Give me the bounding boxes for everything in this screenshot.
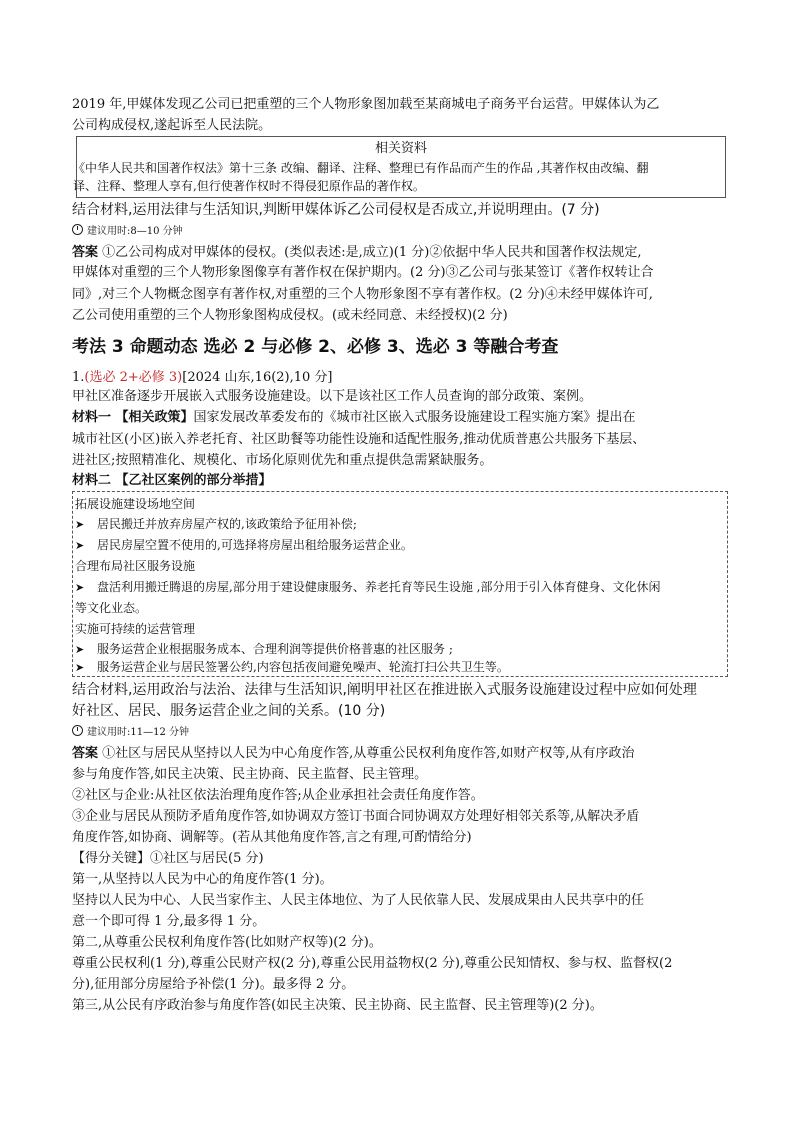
time-text: 建议用时:8—10 分钟: [87, 226, 183, 237]
key-line: 尊重公民权利(1 分),尊重公民财产权(2 分),尊重公民用益物权(2 分),尊重公民知情权、参与权、监督权(2: [72, 956, 673, 971]
reference-line: 译、注释、整理人享有,但行使著作权时不得侵犯原作品的著作权。: [73, 179, 425, 193]
case-bullet-text: 盘活利用搬迁腾退的房屋,部分用于建设健康服务、养老托育等民生设施 ,部分用于引入体育健身、文化休闲: [97, 580, 661, 594]
answer-line: 甲媒体对重塑的三个人物形象图像享有著作权在保护期内。(2 分)③乙公司与张某签订《著作权转让合: [72, 265, 654, 280]
intro-line: 2019 年,甲媒体发现乙公司已把重塑的三个人物形象图加载至某商城电子商务平台运营。甲媒体认为乙: [72, 97, 660, 112]
case-box: [72, 491, 728, 677]
arrow-bullet-icon: ➤: [75, 539, 85, 552]
answer-line: [72, 244, 641, 262]
question-header: [72, 369, 333, 387]
clock-icon: [72, 725, 83, 736]
key-text: ①社区与居民(5 分): [150, 851, 264, 866]
material-label: 材料一 【相关政策】: [72, 410, 194, 425]
clock-icon: [72, 224, 83, 235]
reference-title: 相关资料: [374, 141, 427, 156]
material-line: [72, 409, 636, 427]
case-heading: 合理布局社区服务设施: [75, 559, 196, 573]
answer-text: ①社区与居民从坚持以人民为中心角度作答,从尊重公民权利角度作答,如财产权等,从有序政治: [98, 746, 635, 761]
case-bullet-text: 居民房屋空置不使用的,可选择将房屋出租给服务运营企业。: [97, 538, 413, 552]
question-text: 结合材料,运用法律与生活知识,判断甲媒体诉乙公司侵权是否成立,并说明理由。(7 分): [72, 202, 600, 218]
question-text: 好社区、居民、服务运营企业之间的关系。(10 分): [72, 703, 386, 719]
question-number: 1.: [72, 370, 85, 385]
question-intro: 甲社区准备逐步开展嵌入式服务设施建设。以下是该社区工作人员查询的部分政策、案例。: [72, 389, 593, 404]
time-text: 建议用时:11—12 分钟: [87, 727, 189, 738]
case-bullet: [75, 658, 509, 677]
case-bullet-text: 服务运营企业与居民签署公约,内容包括夜间避免噪声、轮流打扫公共卫生等。: [97, 660, 509, 674]
reference-line: 《中华人民共和国著作权法》第十三条 改编、翻译、注释、整理已有作品而产生的作品 ,其著作权由改编、翻: [73, 161, 649, 175]
answer-line: ③企业与居民从预防矛盾角度作答,如协调双方签订书面合同协调双方处理好相邻关系等,从解决矛盾: [72, 809, 640, 824]
answer-line: [72, 745, 635, 763]
case-heading: 实施可持续的运营管理: [75, 622, 196, 636]
section-heading: 考法 3 命题动态 选必 2 与必修 2、必修 3、选必 3 等融合考查: [72, 337, 559, 357]
case-bullet-text: 居民搬迁并放弃房屋产权的,该政策给予征用补偿;: [97, 517, 357, 531]
arrow-bullet-icon: ➤: [75, 643, 85, 656]
key-line: 第三,从公民有序政治参与角度作答(如民主决策、民主协商、民主监督、民主管理等)(2 分)。: [72, 998, 603, 1013]
intro-line: 公司构成侵权,遂起诉至人民法院。: [72, 118, 272, 133]
answer-line: 乙公司使用重塑的三个人物形象图构成侵权。(或未经同意、未经授权)(2 分): [72, 308, 508, 323]
suggested-time: [72, 223, 183, 241]
answer-label: 答案: [72, 746, 99, 761]
key-line: [72, 850, 264, 868]
answer-line: ②社区与企业:从社区依法治理角度作答;从企业承担社会责任角度作答。: [72, 788, 484, 803]
case-bullet: [75, 578, 660, 597]
case-bullet: [75, 515, 357, 534]
key-label: 【得分关键】: [72, 851, 151, 866]
answer-label: 答案: [72, 245, 99, 260]
key-line: 第二,从尊重公民权利角度作答(比如财产权等)(2 分)。: [72, 935, 382, 950]
question-source: [2024 山东,16(2),10 分]: [182, 370, 333, 385]
case-bullet-text: 服务运营企业根据服务成本、合理利润等提供价格普惠的社区服务 ;: [97, 642, 453, 656]
case-bullet: [75, 640, 453, 659]
answer-line: 参与角度作答,如民主决策、民主协商、民主监督、民主管理。: [72, 767, 428, 782]
key-line: 第一,从坚持以人民为中心的角度作答(1 分)。: [72, 872, 333, 887]
case-heading: 拓展设施建设场地空间: [75, 497, 196, 511]
arrow-bullet-icon: ➤: [75, 518, 85, 531]
question-text: 结合材料,运用政治与法治、法律与生活知识,阐明甲社区在推进嵌入式服务设施建设过程中应如何处理: [72, 682, 697, 698]
material-line: 进社区;按照精准化、规模化、市场化原则优先和重点提供急需紧缺服务。: [72, 453, 493, 468]
arrow-bullet-icon: ➤: [75, 581, 85, 594]
material-text: 国家发展改革委发布的《城市社区嵌入式服务设施建设工程实施方案》提出在: [193, 410, 636, 425]
answer-line: 角度作答,如协商、调解等。(若从其他角度作答,言之有理,可酌情给分): [72, 830, 472, 845]
case-bullet-cont: 等文化业态。: [75, 601, 148, 615]
key-line: 分),征用部分房屋给予补偿(1 分)。最多得 2 分。: [72, 977, 355, 992]
answer-line: 同》,对三个人物概念图享有著作权,对重塑的三个人物形象图不享有著作权。(2 分)④未经甲媒体许可,: [72, 287, 653, 302]
answer-text: ①乙公司构成对甲媒体的侵权。(类似表述:是,成立)(1 分)②依据中华人民共和国著作权法规定,: [98, 245, 642, 260]
arrow-bullet-icon: ➤: [75, 661, 85, 674]
case-bullet: [75, 536, 413, 555]
material-line: 城市社区(小区)嵌入养老托育、社区助餐等功能性设施和适配性服务,推动优质普惠公共服务下基层、: [72, 432, 646, 447]
key-line: 意一个即可得 1 分,最多得 1 分。: [72, 914, 266, 929]
module-tag: (选必 2+必修 3): [84, 370, 183, 385]
key-line: 坚持以人民为中心、人民当家作主、人民主体地位、为了人民依靠人民、发展成果由人民共享中的任: [72, 893, 645, 908]
reference-box: [73, 136, 726, 198]
material-label: 材料二 【乙社区案例的部分举措】: [72, 473, 272, 488]
suggested-time: [72, 724, 189, 742]
